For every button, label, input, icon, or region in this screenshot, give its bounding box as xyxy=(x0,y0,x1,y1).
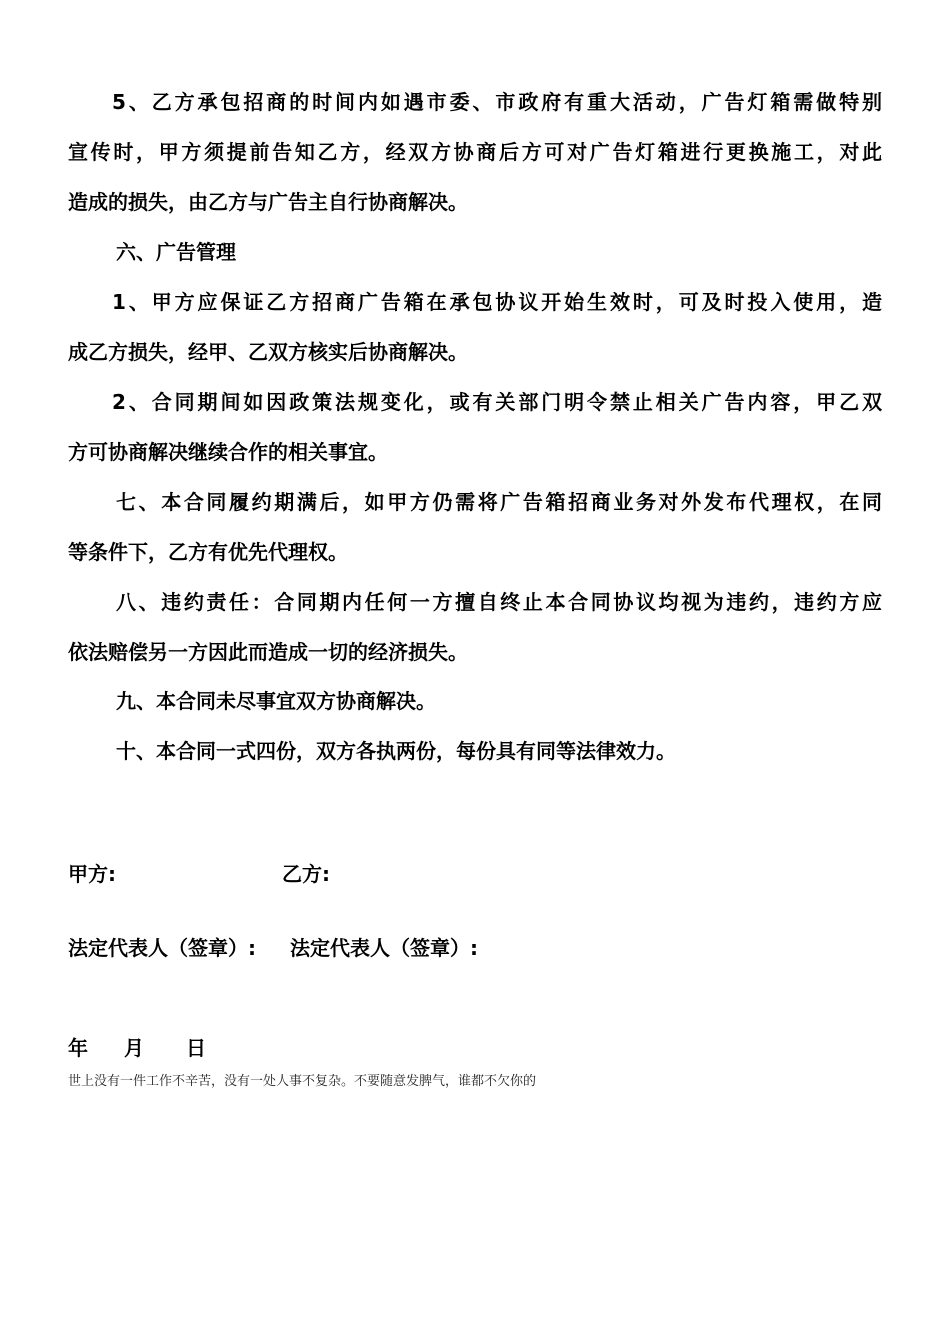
clause-5-line-2: 宣传时，甲方须提前告知乙方，经双方协商后方可对广告灯箱进行更换施工，对此 xyxy=(68,140,882,164)
clause-6-1-line-1: 1、甲方应保证乙方招商广告箱在承包协议开始生效时，可及时投入使用，造 xyxy=(112,290,882,314)
party-b-label: 乙方: xyxy=(282,862,330,886)
clause-8-line-2: 依法赔偿另一方因此而造成一切的经济损失。 xyxy=(68,640,468,664)
clause-5-line-1: 5、乙方承包招商的时间内如遇市委、市政府有重大活动，广告灯箱需做特别 xyxy=(112,90,882,114)
clause-10: 十、本合同一式四份，双方各执两份，每份具有同等法律效力。 xyxy=(116,739,676,763)
clause-6-2-line-1: 2、合同期间如因政策法规变化，或有关部门明令禁止相关广告内容，甲乙双 xyxy=(112,390,882,414)
clause-7-line-1: 七、本合同履约期满后，如甲方仍需将广告箱招商业务对外发布代理权，在同 xyxy=(116,490,882,514)
date-day-label: 日 xyxy=(186,1036,206,1060)
clause-6-1-line-2: 成乙方损失，经甲、乙双方核实后协商解决。 xyxy=(68,340,468,364)
footer-note: 世上没有一件工作不辛苦，没有一处人事不复杂。不要随意发脾气，谁都不欠你的 xyxy=(68,1074,537,1089)
party-a-label: 甲方: xyxy=(68,862,116,886)
date-month-label: 月 xyxy=(124,1036,144,1060)
date-year-label: 年 xyxy=(68,1036,88,1060)
section-heading-ad-management: 六、广告管理 xyxy=(116,240,236,264)
clause-9: 九、本合同未尽事宜双方协商解决。 xyxy=(116,689,436,713)
clause-8-line-1: 八、违约责任：合同期内任何一方擅自终止本合同协议均视为违约，违约方应 xyxy=(116,590,882,614)
clause-5-line-3: 造成的损失，由乙方与广告主自行协商解决。 xyxy=(68,190,468,214)
clause-6-2-line-2: 方可协商解决继续合作的相关事宜。 xyxy=(68,440,388,464)
legal-rep-b-label: 法定代表人（签章）: xyxy=(290,936,478,960)
legal-rep-a-label: 法定代表人（签章）: xyxy=(68,936,256,960)
clause-7-line-2: 等条件下，乙方有优先代理权。 xyxy=(68,540,348,564)
